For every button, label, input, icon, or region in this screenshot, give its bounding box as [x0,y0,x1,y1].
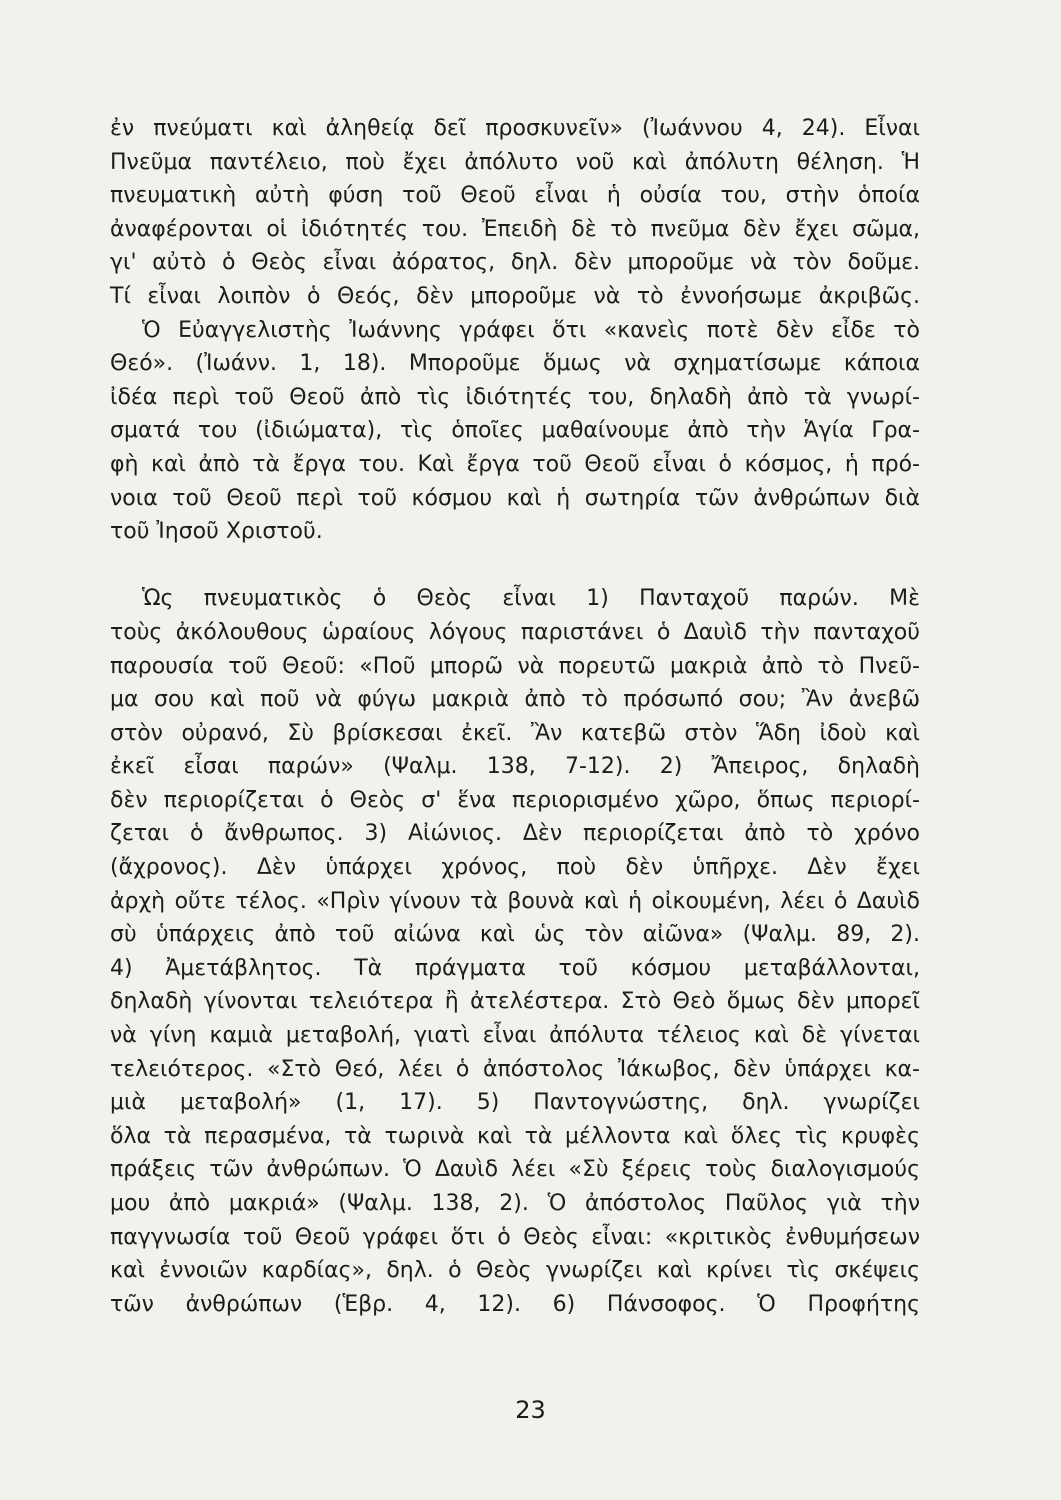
text-line: παγγνωσία τοῦ Θεοῦ γράφει ὅτι ὁ Θεὸς εἶναι: «κριτικὸς ἐνθυμήσεων [110,1224,920,1250]
text-line: ἀρχὴ οὔτε τέλος. «Πρὶν γίνουν τὰ βουνὰ καὶ ἡ οἰκουμένη, λέει ὁ Δαυὶδ [110,888,920,914]
paragraph-1 [110,112,920,549]
text-line: Πνεῦμα παντέλειο, ποὺ ἔχει ἀπόλυτο νοῦ καὶ ἀπόλυτη θέληση. Ἡ [110,149,920,175]
text-line: ἐκεῖ εἶσαι παρών» (Ψαλμ. 138, 7-12). 2) Ἄπειρος, δηλαδὴ [110,754,920,780]
paragraph-gap [110,549,920,583]
text-line: 4) Ἀμετάβλητος. Τὰ πράγματα τοῦ κόσμου μεταβάλλονται, [110,955,920,981]
text-line: νοια τοῦ Θεοῦ περὶ τοῦ κόσμου καὶ ἡ σωτηρία τῶν ἀνθρώπων διὰ [110,485,920,511]
text-line: μου ἀπὸ μακριά» (Ψαλμ. 138, 2). Ὁ ἀπόστολος Παῦλος γιὰ τὴν [110,1191,920,1216]
text-line: σὺ ὑπάρχεις ἀπὸ τοῦ αἰώνα καὶ ὡς τὸν αἰῶνα» (Ψαλμ. 89, 2). [110,922,920,948]
text-line: σματά του (ἰδιώματα), τὶς ὁποῖες μαθαίνουμε ἀπὸ τὴν Ἁγία Γρα- [110,418,920,444]
text-line: καὶ ἐννοιῶν καρδίας», δηλ. ὁ Θεὸς γνωρίζει καὶ κρίνει τὶς σκέψεις [110,1258,920,1284]
text-line: ἰδέα περὶ τοῦ Θεοῦ ἀπὸ τὶς ἰδιότητές του, δηλαδὴ ἀπὸ τὰ γνωρί- [110,384,920,410]
text-line: ἐν πνεύματι καὶ ἀληθείᾳ δεῖ προσκυνεῖν» (Ἰωάννου 4, 24). Εἶναι [110,116,920,141]
text-line: τελειότερος. «Στὸ Θεό, λέει ὁ ἀπόστολος Ἰάκωβος, δὲν ὑπάρχει κα- [110,1056,920,1082]
text-line: τοὺς ἀκόλουθους ὡραίους λόγους παριστάνει ὁ Δαυὶδ τὴν πανταχοῦ [110,619,920,645]
text-line: μιὰ μεταβολή» (1, 17). 5) Παντογνώστης, δηλ. γνωρίζει [110,1090,920,1116]
text-line: στὸν οὐρανό, Σὺ βρίσκεσαι ἐκεῖ. Ἂν κατεβῶ στὸν Ἅδη ἰδοὺ καὶ [110,720,920,746]
text-line: δὲν περιορίζεται ὁ Θεὸς σ' ἕνα περιορισμένο χῶρο, ὅπως περιορί- [110,787,920,813]
text-line: Ὁ Εὐαγγελιστὴς Ἰωάννης γράφει ὅτι «κανεὶς ποτὲ δὲν εἶδε τὸ [142,317,920,343]
text-line: ὅλα τὰ περασμένα, τὰ τωρινὰ καὶ τὰ μέλλοντα καὶ ὅλες τὶς κρυφὲς [110,1123,920,1149]
text-line: φὴ καὶ ἀπὸ τὰ ἔργα του. Καὶ ἔργα τοῦ Θεοῦ εἶναι ὁ κόσμος, ἡ πρό- [110,451,920,477]
text-line: παρουσία τοῦ Θεοῦ: «Ποῦ μπορῶ νὰ πορευτῶ μακριὰ ἀπὸ τὸ Πνεῦ- [110,653,920,679]
text-line: νὰ γίνη καμιὰ μεταβολή, γιατὶ εἶναι ἀπόλυτα τέλειος καὶ δὲ γίνεται [110,1023,920,1049]
text-line: τοῦ Ἰησοῦ Χριστοῦ. [110,519,323,545]
text-line: τῶν ἀνθρώπων (Ἑβρ. 4, 12). 6) Πάνσοφος. Ὁ Προφήτης [110,1291,920,1317]
text-line: δηλαδὴ γίνονται τελειότερα ἢ ἀτελέστερα. Στὸ Θεὸ ὅμως δὲν μπορεῖ [110,989,920,1015]
text-line: πνευματικὴ αὐτὴ φύση τοῦ Θεοῦ εἶναι ἡ οὐσία του, στὴν ὁποία [110,183,920,209]
text-line: ἀναφέρονται οἱ ἰδιότητές του. Ἐπειδὴ δὲ τὸ πνεῦμα δὲν ἔχει σῶμα, [110,216,920,242]
text-line: Θεό». (Ἰωάνν. 1, 18). Μποροῦμε ὅμως νὰ σχηματίσωμε κάποια [110,351,920,377]
text-line: Τί εἶναι λοιπὸν ὁ Θεός, δὲν μποροῦμε νὰ τὸ ἐννοήσωμε ἀκριβῶς. [110,283,920,309]
text-line: γι' αὐτὸ ὁ Θεὸς εἶναι ἀόρατος, δηλ. δὲν μποροῦμε νὰ τὸν δοῦμε. [110,250,920,276]
text-line: Ὡς πνευματικὸς ὁ Θεὸς εἶναι 1) Πανταχοῦ παρών. Μὲ [142,586,920,612]
page-number: 23 [515,1396,546,1424]
text-line: μα σου καὶ ποῦ νὰ φύγω μακριὰ ἀπὸ τὸ πρόσωπό σου; Ἂν ἀνεβῶ [110,687,920,713]
paragraph-2 [110,582,920,1321]
text-line: ζεται ὁ ἄνθρωπος. 3) Αἰώνιος. Δὲν περιορίζεται ἀπὸ τὸ χρόνο [110,821,920,847]
text-line: (ἄχρονος). Δὲν ὑπάρχει χρόνος, ποὺ δὲν ὑπῆρχε. Δὲν ἔχει [110,855,920,881]
text-line: πράξεις τῶν ἀνθρώπων. Ὁ Δαυὶδ λέει «Σὺ ξέρεις τοὺς διαλογισμούς [110,1157,920,1183]
body-text [110,112,920,1321]
